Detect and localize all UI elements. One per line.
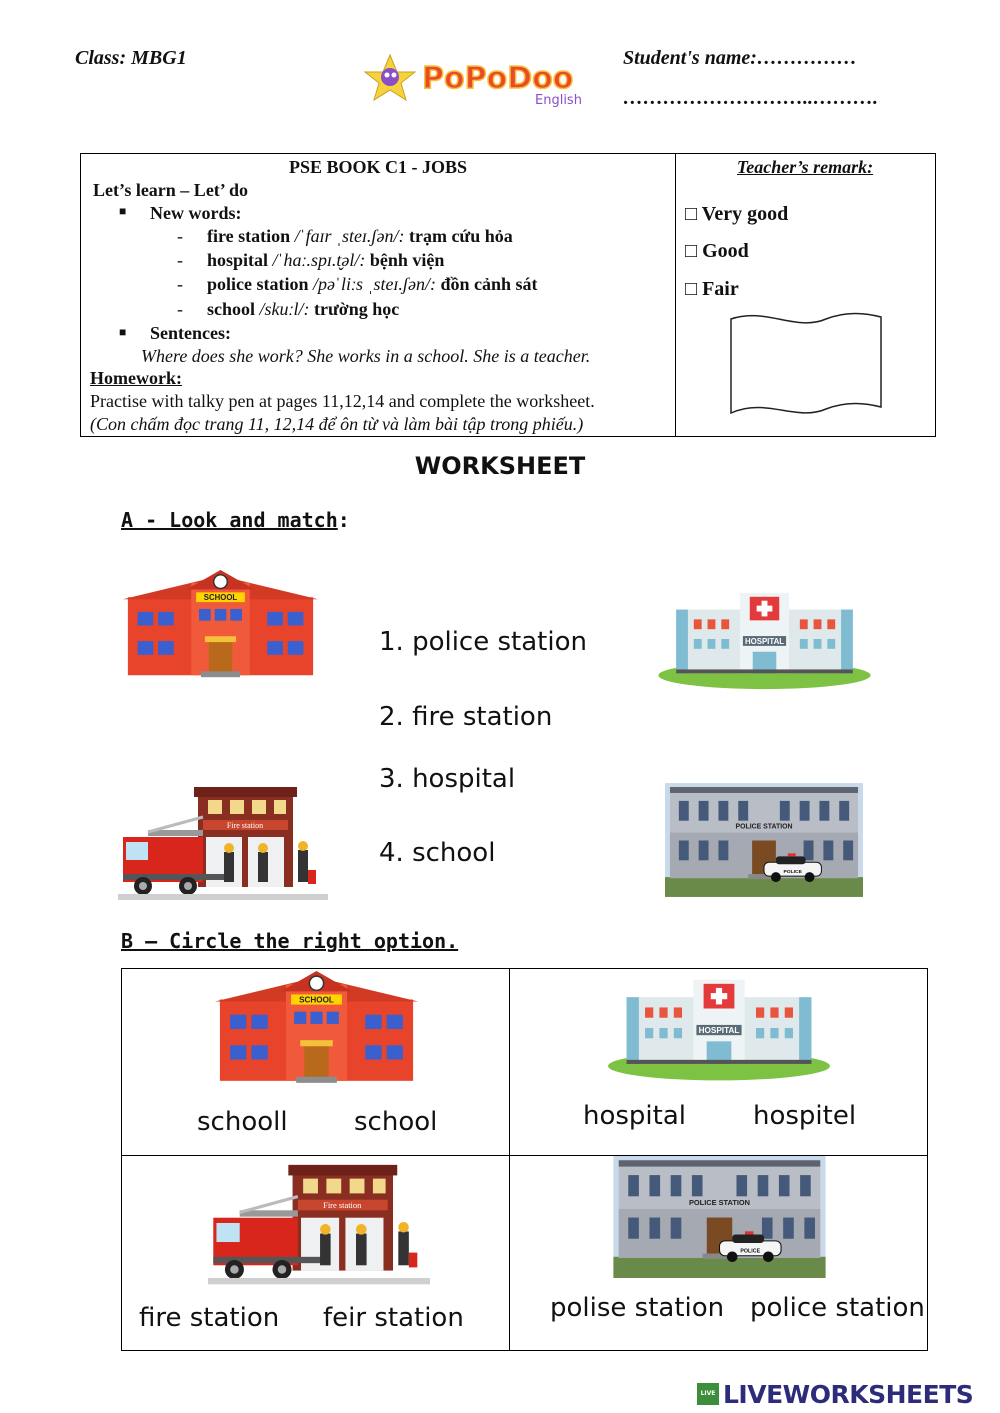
option-feir-station[interactable]: feir station [323, 1303, 464, 1333]
learn-heading: Let’s learn – Let’ do [93, 180, 248, 200]
liveworksheets-text: LIVEWORKSHEETS [723, 1379, 974, 1409]
word-row: - police station /pəˈliːs ˌsteɪ.ʃən/: đồn cảnh sát [177, 274, 538, 294]
school-picture[interactable] [123, 568, 318, 685]
match-item-hospital[interactable]: 3. hospital [379, 764, 516, 794]
word-term: police station [207, 274, 309, 294]
table-divider [675, 154, 676, 436]
remark-option-fair[interactable]: □ Fair [685, 278, 739, 300]
sentences-label: Sentences: [150, 323, 231, 343]
logo [360, 50, 595, 108]
option-hospitel[interactable]: hospitel [753, 1101, 857, 1131]
bullet-icon: ■ [119, 325, 127, 339]
word-row: - fire station /ˈfaɪr ˌsteɪ.ʃən/: trạm cứu hỏa [177, 226, 513, 246]
sample-sentence: Where does she work? She works in a school. She is a teacher. [141, 346, 591, 366]
word-meaning: trường học [314, 299, 400, 319]
word-ipa: /skuːl/: [259, 299, 310, 319]
option-hospital[interactable]: hospital [583, 1101, 687, 1131]
grid-vline [509, 969, 510, 1350]
class-label: Class: MBG1 [75, 47, 187, 69]
liveworksheets-logo[interactable] [697, 1378, 973, 1410]
option-polise-station[interactable]: polise station [550, 1293, 725, 1323]
student-name-label[interactable]: Student's name:…………… [623, 47, 857, 69]
homework-label: Homework: [90, 368, 182, 388]
remark-scroll-box[interactable] [726, 307, 886, 422]
word-term: fire station [207, 226, 291, 246]
match-item-police-station[interactable]: 1. police station [379, 627, 587, 657]
bullet-icon: ■ [119, 204, 127, 218]
section-a-title: A - Look and match: [121, 508, 350, 532]
remark-option-very-good[interactable]: □ Very good [685, 203, 789, 225]
liveworksheets-icon: LIVE [697, 1383, 719, 1405]
svg-text:PoPoDoo: PoPoDoo [422, 61, 574, 96]
police-station-picture[interactable] [665, 783, 863, 897]
word-row: - school /skuːl/: trường học [177, 299, 400, 319]
word-meaning: bệnh viện [369, 250, 445, 270]
option-schooll[interactable]: schooll [197, 1107, 288, 1137]
section-b-title: B – Circle the right option. [121, 929, 459, 953]
word-ipa: /ˈhaː.spɪ.t̬əl/: [272, 250, 366, 270]
option-police-station[interactable]: police station [750, 1293, 925, 1323]
option-school[interactable]: school [354, 1107, 438, 1137]
word-meaning: đồn cảnh sát [440, 274, 538, 294]
student-name-line[interactable]: ………………………..………. [623, 87, 878, 109]
lesson-info-table [80, 153, 936, 437]
svg-text:English: English [535, 93, 582, 108]
police-station-picture [610, 1156, 829, 1278]
word-ipa: /ˈfaɪr ˌsteɪ.ʃən/: [294, 226, 405, 246]
hospital-picture [606, 969, 832, 1087]
worksheet-title: WORKSHEET [414, 452, 586, 480]
match-item-school[interactable]: 4. school [379, 838, 496, 868]
homework-note: (Con chấm đọc trang 11, 12,14 để ôn từ và làm bài tập trong phiếu.) [90, 414, 584, 434]
option-fire-station[interactable]: fire station [139, 1303, 280, 1333]
remark-option-good[interactable]: □ Good [685, 240, 749, 262]
fire-station-picture[interactable] [118, 782, 328, 902]
new-words-label: New words: [150, 203, 242, 223]
school-picture [210, 969, 423, 1091]
hospital-picture[interactable] [656, 585, 873, 693]
book-title: PSE BOOK C1 - JOBS [288, 157, 468, 177]
fire-station-picture [208, 1159, 430, 1287]
word-row: - hospital /ˈhaː.spɪ.t̬əl/: bệnh viện [177, 250, 445, 270]
word-ipa: /pəˈliːs ˌsteɪ.ʃən/: [313, 274, 436, 294]
word-term: hospital [207, 250, 269, 270]
match-item-fire-station[interactable]: 2. fire station [379, 702, 553, 732]
word-term: school [207, 299, 256, 319]
homework-text: Practise with talky pen at pages 11,12,14 and complete the worksheet. [90, 391, 595, 411]
remark-title: Teacher’s remark: [736, 157, 874, 177]
circle-option-grid [121, 968, 928, 1351]
word-meaning: trạm cứu hỏa [408, 226, 513, 246]
